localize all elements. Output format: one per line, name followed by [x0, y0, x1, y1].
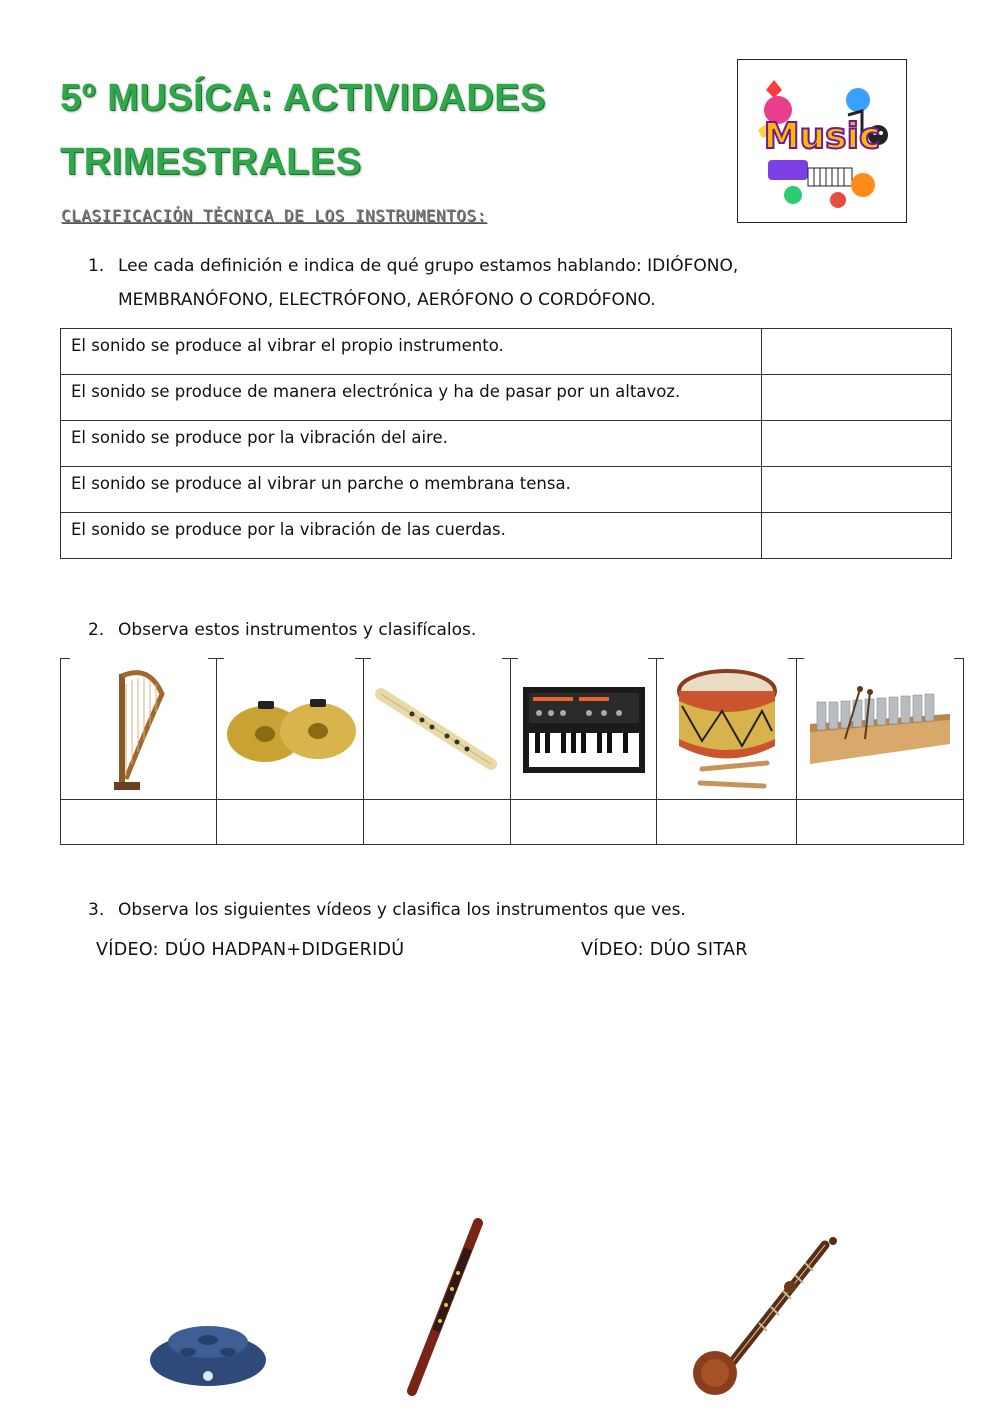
xylophone-icon — [805, 684, 955, 774]
handpan-icon — [148, 1310, 268, 1390]
definition-cell: El sonido se produce por la vibración de las cuerdas. — [61, 513, 762, 559]
instrument-answer-cell[interactable] — [364, 800, 510, 844]
question-3-text: Observa los siguientes vídeos y clasifica los instrumentos que ves. — [118, 900, 686, 920]
instrument-answer-cell[interactable] — [657, 800, 796, 844]
music-collage-icon — [738, 60, 906, 222]
table-row — [61, 329, 952, 375]
answer-cell[interactable] — [762, 421, 952, 467]
answer-cell[interactable] — [762, 467, 952, 513]
page-title — [60, 66, 680, 194]
question-1-line-2: MEMBRANÓFONO, ELECTRÓFONO, AERÓFONO O CORDÓFONO. — [118, 290, 656, 310]
instrument-answer-cell[interactable] — [61, 800, 216, 844]
definitions-table — [60, 328, 952, 559]
definition-cell: El sonido se produce al vibrar un parche o membrana tensa. — [61, 467, 762, 513]
title-line-1: 5º MUSÍCA: ACTIVIDADES — [60, 77, 546, 119]
question-2-text: Observa estos instrumentos y clasifícalos. — [118, 620, 477, 640]
question-1-number: 1. — [88, 256, 105, 276]
question-3-number: 3. — [88, 900, 105, 920]
definition-cell: El sonido se produce de manera electrónica y ha de pasar por un altavoz. — [61, 375, 762, 421]
question-2 — [88, 613, 476, 647]
recorder-icon — [367, 674, 507, 784]
instrument-image-cell — [364, 658, 510, 799]
harp-icon — [104, 664, 174, 794]
table-row — [61, 513, 952, 559]
instruments-grid — [60, 658, 964, 845]
title-line-2: TRIMESTRALES — [60, 141, 362, 183]
instrument-image-cell — [511, 658, 656, 799]
instrument-answer-cell[interactable] — [511, 800, 656, 844]
video-link-sitar[interactable]: VÍDEO: DÚO SITAR — [581, 940, 748, 960]
instrument-image-cell — [657, 658, 796, 799]
sitar-icon — [693, 1237, 837, 1395]
question-1-line-1: Lee cada definición e indica de qué grupo estamos hablando: IDIÓFONO, — [118, 256, 739, 276]
definition-cell: El sonido se produce por la vibración del aire. — [61, 421, 762, 467]
table-row — [61, 421, 952, 467]
section-subtitle: CLASIFICACIÓN TÉCNICA DE LOS INSTRUMENTOS: — [61, 206, 487, 225]
music-logo — [737, 59, 907, 223]
instrument-answer-cell[interactable] — [797, 800, 963, 844]
answer-cell[interactable] — [762, 375, 952, 421]
instrument-answer-cell[interactable] — [217, 800, 363, 844]
answer-cell[interactable] — [762, 329, 952, 375]
table-row — [61, 467, 952, 513]
didgeridoo-icon — [398, 1215, 498, 1400]
question-1 — [88, 249, 848, 317]
answer-cell[interactable] — [762, 513, 952, 559]
instrument-image-cell — [217, 658, 363, 799]
cymbals-icon — [220, 679, 360, 779]
logo-text: Music — [763, 116, 881, 157]
instrument-image-cell — [797, 658, 963, 799]
question-3 — [88, 893, 686, 927]
definition-cell: El sonido se produce al vibrar el propio instrumento. — [61, 329, 762, 375]
instrument-image-cell — [61, 658, 216, 799]
table-row — [61, 375, 952, 421]
synthesizer-icon — [519, 679, 649, 779]
video-link-handpan-didgeridoo[interactable]: VÍDEO: DÚO HADPAN+DIDGERIDÚ — [96, 940, 405, 960]
drum-icon — [672, 661, 782, 796]
question-2-number: 2. — [88, 620, 105, 640]
